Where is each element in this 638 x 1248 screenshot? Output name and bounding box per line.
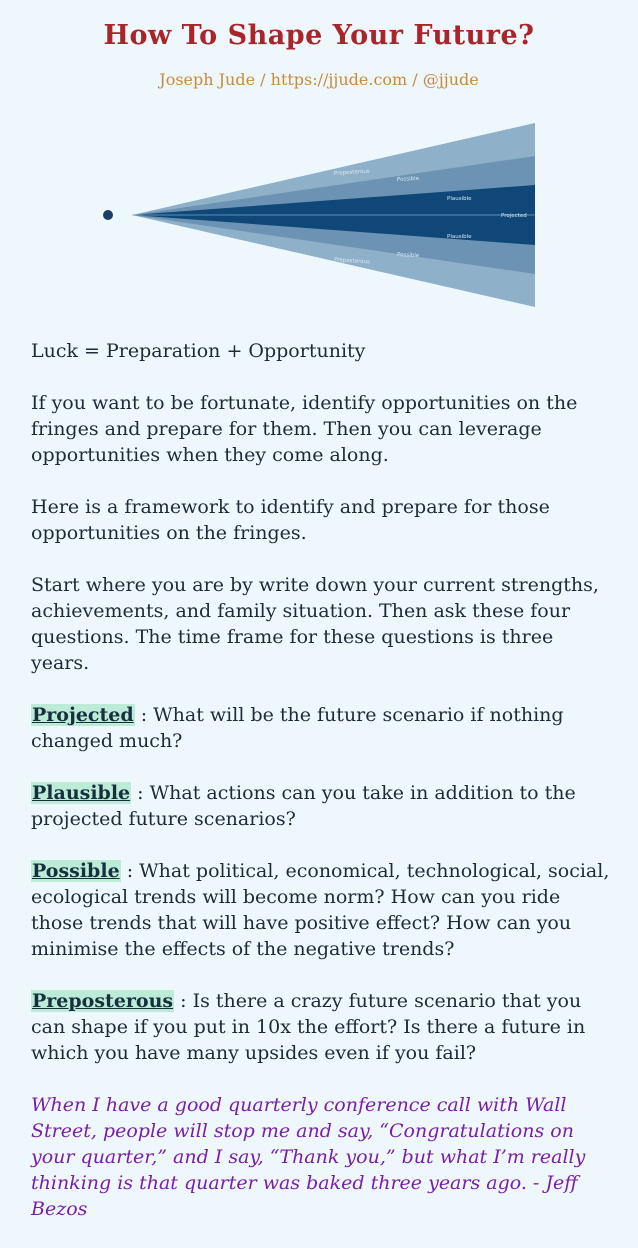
projected-text: : What will be the future scenario if nothing changed much? bbox=[31, 704, 564, 752]
preposterous-text: : Is there a crazy future scenario that you can shape if you put in 10x the effort? Is there a future in which you have many upsides even if you fail? bbox=[31, 990, 586, 1064]
cone-label-possible-top: Possible bbox=[396, 175, 420, 183]
plausible-text: : What actions can you take in addition to the projected future scenarios? bbox=[31, 782, 576, 830]
start-paragraph: Start where you are by write down your current strengths, achievements, and family situation. Then ask these four questions. The time frame for these questions is three years. bbox=[31, 574, 599, 674]
cone-label-possible-bottom: Possible bbox=[396, 252, 420, 260]
preposterous-term: Preposterous bbox=[32, 990, 174, 1012]
cone-label-projected: Projected bbox=[501, 213, 527, 219]
preposterous-question bbox=[31, 988, 611, 1066]
article-body bbox=[31, 338, 611, 1248]
cone-label-preposterous-bottom: Preposterous bbox=[333, 257, 371, 266]
projected-term: Projected bbox=[32, 704, 134, 726]
framework-paragraph: Here is a framework to identify and prepare for those opportunities on the fringes. bbox=[31, 496, 550, 544]
projected-question bbox=[31, 702, 611, 754]
intro-paragraph: If you want to be fortunate, identify opportunities on the fringes and prepare for them. Then you can leverage opportunities when they come along. bbox=[31, 392, 578, 466]
possible-question bbox=[31, 858, 611, 962]
bezos-quote: When I have a good quarterly conference call with Wall Street, people will stop me and say, “Congratulations on your quarter,” and I say, “Thank you,” but what I’m really thinking is that quarter was baked three years ago. - Jeff Bezos bbox=[31, 1094, 586, 1220]
possible-term: Possible bbox=[32, 860, 120, 882]
present-dot bbox=[103, 210, 113, 220]
cone-label-preposterous-top: Preposterous bbox=[333, 168, 370, 177]
cone-label-plausible-top: Plausible bbox=[447, 196, 472, 202]
possible-text: : What political, economical, technological, social, ecological trends will become norm? How can you ride those trends that will have positive effect? How can you minimise the effects of the negative trends? bbox=[31, 860, 610, 960]
luck-equation: Luck = Preparation + Opportunity bbox=[31, 340, 366, 362]
futures-cone-diagram bbox=[0, 118, 638, 312]
plausible-term: Plausible bbox=[32, 782, 131, 804]
cone-label-plausible-bottom: Plausible bbox=[447, 234, 472, 240]
plausible-question bbox=[31, 780, 611, 832]
page-title: How To Shape Your Future? bbox=[103, 20, 535, 51]
author-byline: Joseph Jude / https://jjude.com / @jjude bbox=[159, 70, 479, 89]
